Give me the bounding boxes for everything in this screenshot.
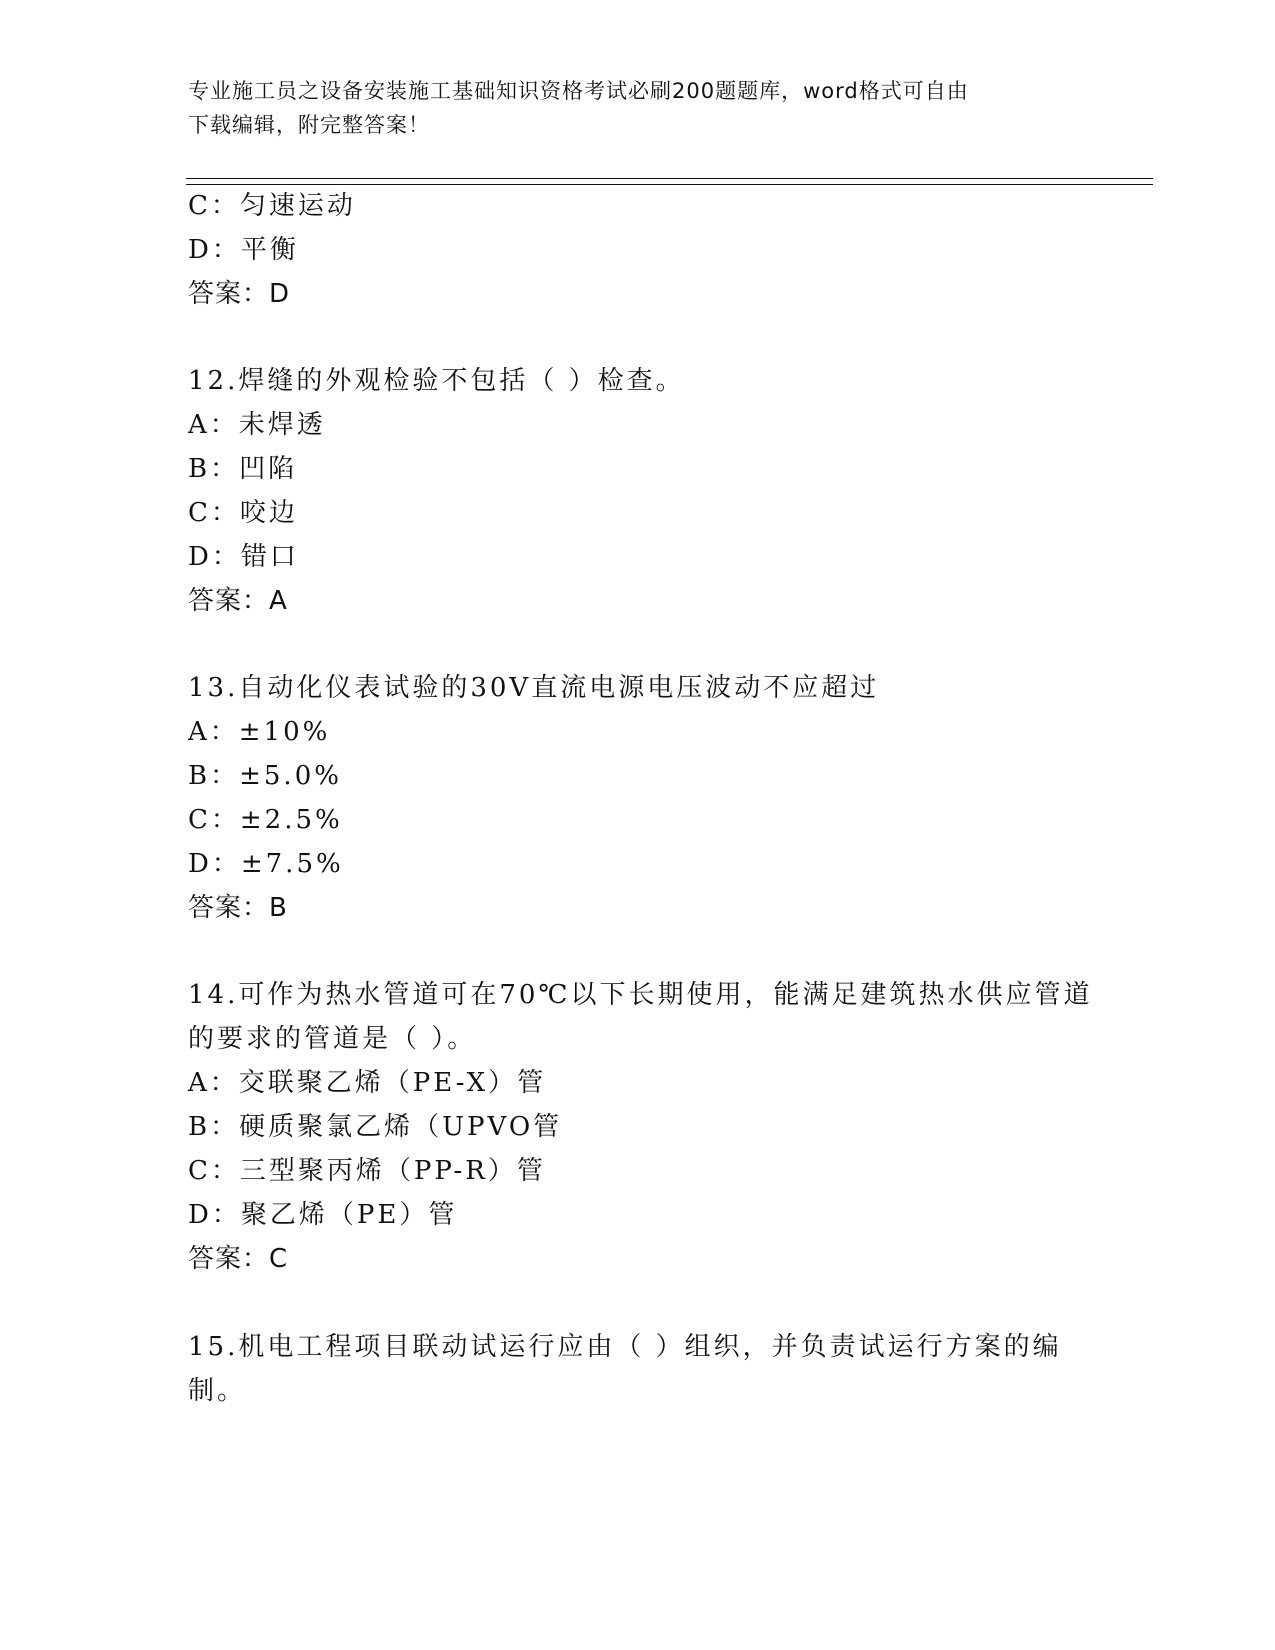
q12-option-c: C：咬边 <box>188 498 298 528</box>
q14-stem-line-2: 的要求的管道是（ ）。 <box>188 1024 477 1054</box>
q12-option-a: A：未焊透 <box>188 410 326 440</box>
q14-stem-line-1: 14.可作为热水管道可在70℃以下长期使用，能满足建筑热水供应管道 <box>188 980 1093 1010</box>
q13-option-d: D：±7.5% <box>188 849 344 879</box>
q12-stem: 12.焊缝的外观检验不包括（ ）检查。 <box>188 366 685 396</box>
q15-stem-line-1: 15.机电工程项目联动试运行应由（ ）组织，并负责试运行方案的编 <box>188 1332 1062 1362</box>
header-divider-top <box>186 178 1153 179</box>
q13-option-b: B：±5.0% <box>188 761 342 791</box>
q13-stem: 13.自动化仪表试验的30V直流电源电压波动不应超过 <box>188 673 880 703</box>
q13-option-a: A：±10% <box>188 717 331 747</box>
document-header <box>188 74 1088 142</box>
q11-answer: 答案：D <box>188 279 291 309</box>
q12-option-d: D：错口 <box>188 542 299 572</box>
q14-answer: 答案：C <box>188 1244 289 1274</box>
q13-answer: 答案：B <box>188 893 288 923</box>
q11-option-d: D：平衡 <box>188 235 299 265</box>
header-divider-bottom <box>186 184 1153 185</box>
header-line-1: 专业施工员之设备安装施工基础知识资格考试必刷200题题库，word格式可自由 <box>188 79 969 103</box>
q14-option-c: C：三型聚丙烯（PP-R）管 <box>188 1156 546 1186</box>
q11-option-c: C：匀速运动 <box>188 191 356 221</box>
q14-option-b: B：硬质聚氯乙烯（UPVO管 <box>188 1112 563 1142</box>
q12-answer: 答案：A <box>188 586 288 616</box>
q15-stem-line-2: 制。 <box>188 1376 247 1406</box>
q14-option-a: A：交联聚乙烯（PE-X）管 <box>188 1068 547 1098</box>
q14-option-d: D：聚乙烯（PE）管 <box>188 1200 458 1230</box>
q13-option-c: C：±2.5% <box>188 805 343 835</box>
q12-option-b: B：凹陷 <box>188 454 298 484</box>
header-line-2: 下载编辑，附完整答案！ <box>188 113 430 137</box>
